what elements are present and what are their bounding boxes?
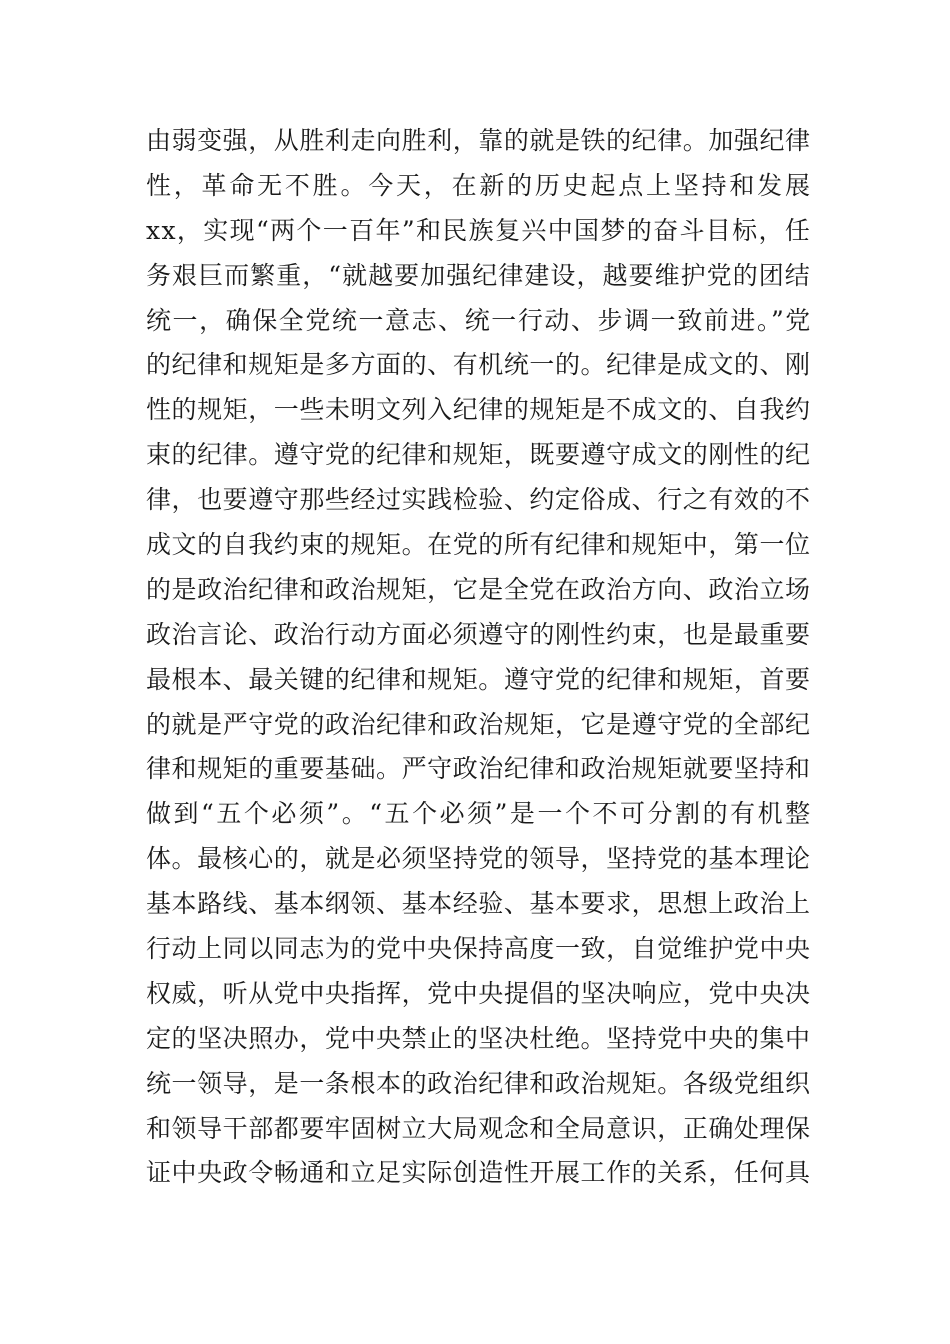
text-line: 性的规矩，一些未明文列入纪律的规矩是不成文的、自我约 [146, 395, 811, 425]
text-line: 务艰巨而繁重，“就越要加强纪律建设，越要维护党的团结 [146, 260, 811, 290]
text-line: 最根本、最关键的纪律和规矩。遵守党的纪律和规矩，首要 [146, 664, 811, 694]
text-line: 的就是严守党的政治纪律和政治规矩，它是遵守党的全部纪 [146, 709, 811, 739]
text-line: 的是政治纪律和政治规矩，它是全党在政治方向、政治立场 [146, 574, 811, 604]
text-line: 统一领导，是一条根本的政治纪律和政治规矩。各级党组织 [146, 1068, 811, 1098]
text-line: 性，革命无不胜。今天，在新的历史起点上坚持和发展 [146, 170, 813, 200]
text-line: 做到“五个必须”。“五个必须”是一个不可分割的有机整 [146, 799, 813, 829]
text-line: 的纪律和规矩是多方面的、有机统一的。纪律是成文的、刚 [146, 350, 811, 380]
text-line: 体。最核心的，就是必须坚持党的领导，坚持党的基本理论 [146, 844, 811, 874]
text-line: 和领导干部都要牢固树立大局观念和全局意识，正确处理保 [146, 1113, 811, 1143]
text-line: 统一，确保全党统一意志、统一行动、步调一致前进。”党 [146, 305, 812, 335]
text-line: 证中央政令畅通和立足实际创造性开展工作的关系，任何具 [146, 1158, 811, 1188]
text-line: 成文的自我约束的规矩。在党的所有纪律和规矩中，第一位 [146, 530, 811, 560]
text-line: 基本路线、基本纲领、基本经验、基本要求，思想上政治上 [146, 889, 811, 919]
body-text [146, 119, 813, 1196]
text-line: 权威，听从党中央指挥，党中央提倡的坚决响应，党中央决 [146, 978, 811, 1008]
text-line: 律，也要遵守那些经过实践检验、约定俗成、行之有效的不 [146, 485, 811, 515]
text-line: 由弱变强，从胜利走向胜利，靠的就是铁的纪律。加强纪律 [146, 126, 811, 155]
text-line: xx，实现“两个一百年”和民族复兴中国梦的奋斗目标，任 [146, 215, 812, 245]
text-line: 律和规矩的重要基础。严守政治纪律和政治规矩就要坚持和 [146, 754, 811, 784]
text-line: 行动上同以同志为的党中央保持高度一致，自觉维护党中央 [146, 934, 811, 964]
text-line: 束的纪律。遵守党的纪律和规矩，既要遵守成文的刚性的纪 [146, 440, 811, 470]
text-line: 政治言论、政治行动方面必须遵守的刚性约束，也是最重要 [146, 619, 811, 649]
text-line: 定的坚决照办，党中央禁止的坚决杜绝。坚持党中央的集中 [146, 1023, 811, 1053]
